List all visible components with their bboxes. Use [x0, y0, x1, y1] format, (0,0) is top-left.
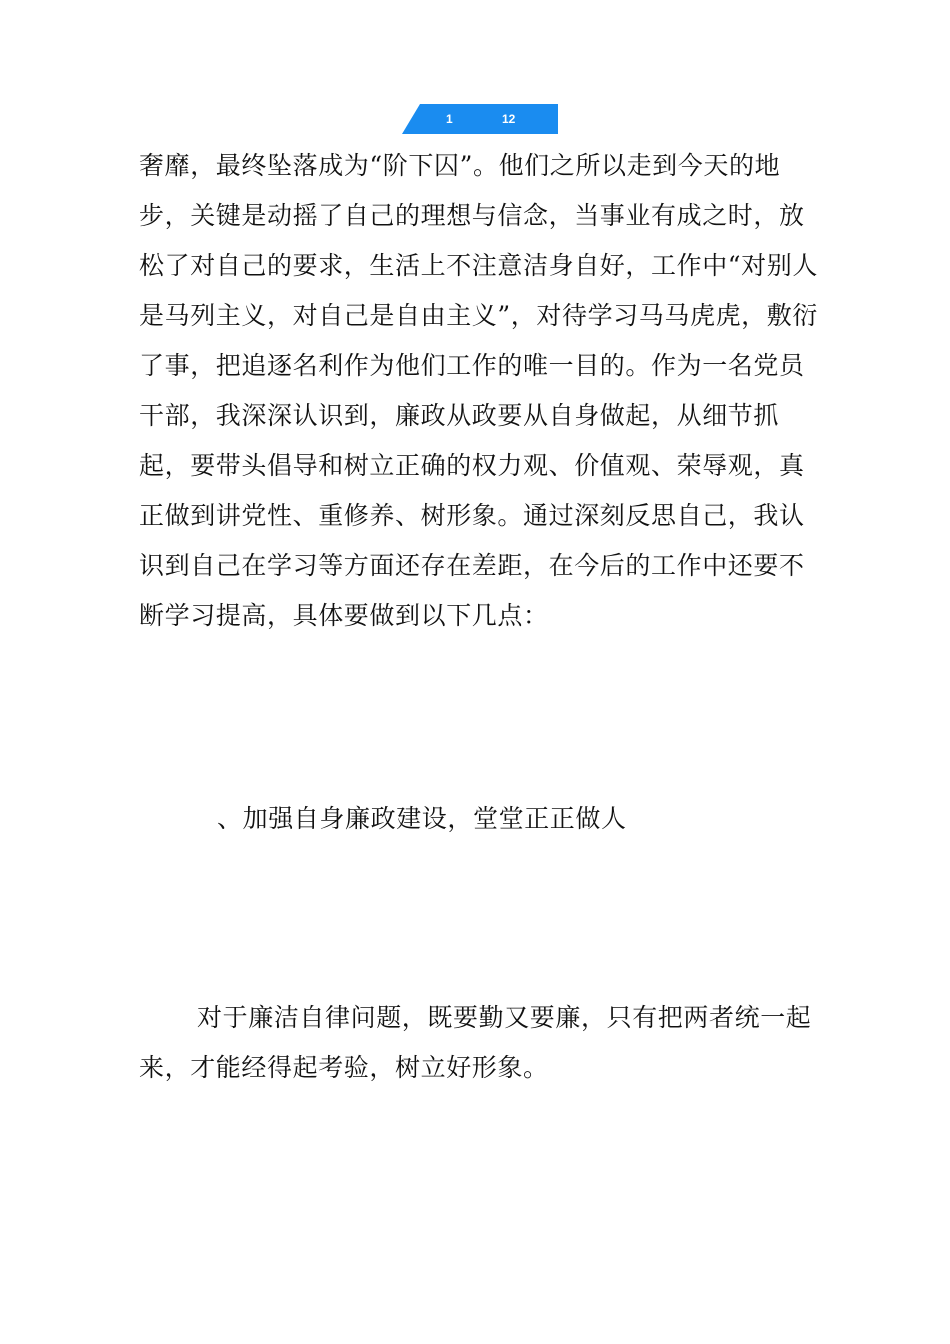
page-indicator-shape: [402, 104, 558, 134]
body-paragraph: 奢靡，最终坠落成为“阶下囚”。他们之所以走到今天的地步，关键是动摇了自己的理想与信念，当事业有成之时，放松了对自己的要求，生活上不注意洁身自好，工作中“对别人是马列主义，对自己是自由主义”，对待学习马马虎虎，敷衍了事，把追逐名利作为他们工作的唯一目的。作为一名党员干部，我深深认识到，廉政从政要从自身做起，从细节抓起，要带头倡导和树立正确的权力观、价值观、荣辱观，真正做到讲党性、重修养、树形象。通过深刻反思自己，我认识到自己在学习等方面还存在差距，在今后的工作中还要不断学习提高，具体要做到以下几点：: [139, 151, 818, 630]
total-page-number: 12: [502, 112, 516, 126]
body-paragraph: 对于廉洁自律问题，既要勤又要廉，只有把两者统一起来，才能经得起考验，树立好形象。: [139, 1003, 812, 1082]
section-heading: 、加强自身廉政建设，堂堂正正做人: [217, 804, 627, 833]
page-indicator: [402, 104, 558, 134]
current-page-number: 1: [446, 112, 453, 126]
